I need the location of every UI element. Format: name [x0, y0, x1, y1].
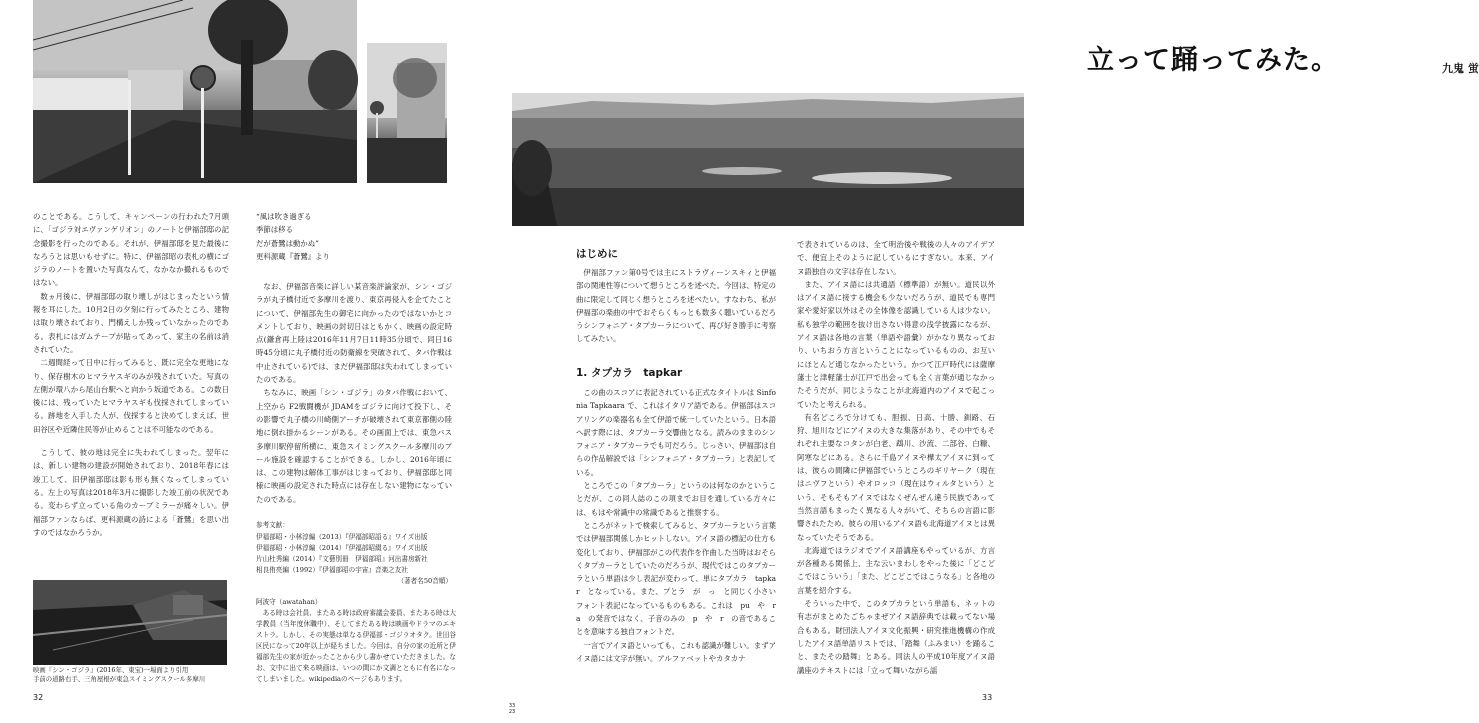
page-number-right: 33: [982, 693, 993, 702]
references: [256, 520, 452, 590]
paragraph: ところでこの「タプカーラ」というのは何なのかということだが、この同人誌のこの項までお目を通している方々には、もはや常識中の常識であると推察する。: [576, 481, 776, 517]
right-intro-text: [576, 266, 776, 361]
paragraph: 北海道ではラジオでアイヌ語講座もやっているが、方言が各種ある関係上、主な云いまわしをやった後に「どこどこではこういう」「また、どこどこではこうなる」と各地の言葉を紹介する。: [797, 545, 995, 595]
paragraph: 数ヵ月後に、伊福部邸の取り壊しがはじまったという情報を耳にした。10月2日の夕刻に行ってみたところ、建物は取り壊されており、門構えしか残っていなかったのである。表札にはガムテープが貼ってあって、家主の名前は消されていた。: [33, 291, 229, 354]
paragraph: 一言でアイヌ語といっても、これも認識が難しい。まずアイヌ語には文字が無い。アルファベットやカタカナ: [576, 640, 776, 663]
photo-street-corner: [33, 0, 357, 183]
paragraph: のことである。こうして、キャンペーンの行われた7月頭に、「ゴジラ対エヴァンゲリオン」のノートと伊福部邸の記念撮影を行ったのである。それが、伊福部邸を見た最後になろうとは思いもせずに。特に、伊福部昭の表札の横にゴジラのノートを置いた写真なんて、なかなか撮れるものではない。: [33, 212, 229, 288]
page-number-left: 32: [33, 693, 44, 702]
poem-line: “風は吹き過ぎる: [256, 212, 312, 221]
poem-source: 更科源蔵『蒼鷺』より: [256, 251, 330, 261]
right-body-column-2: [797, 238, 995, 698]
reference-item: 片山杜秀編（2014）『文藝別冊 伊福部昭』河出書房新社: [256, 555, 428, 563]
poem-quote: [256, 210, 452, 263]
photo-landscape-panorama: [512, 93, 1024, 226]
caption-line: 手前の道路右手、三角屋根が東急スイミングスクール多摩川: [33, 675, 206, 683]
paragraph: なお、伊福部音楽に詳しい某音楽評論家が、シン・ゴジラが丸子橋付近で多摩川を渡り、東京再侵入を企てたことについて、伊福部先生の御宅に向かったのではないかとコメントしており、映画の封切日はともかく、映画の設定時点(鎌倉再上陸は2016年11月7日11時35分頃で、同日16時45分頃に丸子橋付近の防衛線を突破されて、タバ作戦は中止されている)では、まだ伊福部邸は失われてしまっていたのである。: [256, 282, 452, 385]
bio-name: 阿波守（awatahan）: [256, 598, 322, 606]
bio-text: ある時は会社員、またある時は政府審議会委員、またある時は大学教員（当年度休職中）、そしてまたある時は映画やドラマのエキストラ。しかし、その実態は単なる伊福部・ゴジラオタク。世田谷区民になって20年以上が経ちました。今回は、自分の家の近所と伊福部先生の家が近かったことから少し書かせていただきました。なお、文中に出て来る映画は、いつの間にか文調とともに有名になってしまいました。wikipediaのページもあります。: [256, 609, 456, 683]
photo-movie-still: [33, 580, 227, 665]
paragraph: この曲のスコアに表記されている正式なタイトルは Sinfonia Tapkaara で、これはイタリア語である。伊福部はスコアリングの楽器名も全て伊語で統一していたという。日本語へ訳す際には、タプカーラ交響曲となる。読みのままのシンフォニア・タプカーラでも可だろう。じっさい、伊福部は自らの作品解説では「シンフォニア・タプカーラ」と表記している。: [576, 388, 776, 477]
section-heading-intro: はじめに: [576, 248, 618, 260]
left-page: [0, 0, 512, 723]
reference-item: 伊福部昭・小林淳編（2014）『伊福部昭綴る』ワイズ出版: [256, 544, 428, 552]
paragraph: そういった中で、このタプカラという単語も、ネットの有志がまとめたごちゃまぜアイヌ語辞典では載ってない場合もある。財団法人アイヌ文化振興・研究推進機構の作成したアイヌ語単語リストでは、「踏舞（ふみまい）を踊ること、またその踏舞」とある。同法人の平成10年度アイヌ語講座のテキストには「立って舞いながら謡: [797, 599, 995, 675]
paragraph: で表されているのは、全て明治後や戦後の人々のアイデアで、便宜上そのように記しているにすぎない。本来、アイヌ語独自の文字は存在しない。: [797, 240, 995, 276]
references-note: （著者名50音順）: [397, 577, 452, 585]
poem-line: だが蒼鷺は動かぬ”: [256, 238, 319, 248]
photo-curve-mirror: [367, 43, 447, 183]
paragraph: 伊福部ファン第0号では主にストラヴィーンスキィと伊福部の関連性等について想うところを述べた。今回は、特定の曲に限定して同じく想うところを述べたい。すなわち、私が伊福部の楽曲の中でおそらくもっとも数多く聴いているだろうシンフォニア・タプカーラについて、再び好き勝手に考察してみたい。: [576, 268, 776, 344]
left-body-column-1: [33, 210, 229, 570]
poem-line: 季節は移る: [256, 225, 293, 235]
section-heading-tapkar: 1. タプカラ tapkar: [576, 367, 683, 379]
article-author: 九鬼 蛍: [1442, 62, 1479, 75]
reference-item: 相良侑亮編（1992）『伊福部昭の宇宙』音楽之友社: [256, 566, 408, 574]
paragraph: 有名どころで分けても、胆振、日高、十勝、釧路、石狩、旭川などにアイヌの大きな集落があり、その中でもそれぞれ主要なコタンが白老、鵡川、沙流、二部谷、白糠、阿寒などにある。さらに千島アイヌや樺太アイヌに到っては、彼らの間隣に伊福部でいうところのギリヤーク（現在はニヴフという）やオロッコ（現在はウィルタという）という、そもそもアイヌではなくぜんぜん違う民族であって当然言語もまったく異なる人々がいて、そちらの言語に影響されたため、彼らの用いるアイヌ語も北海道アイヌとは異なっていたそうである。: [797, 412, 995, 542]
paragraph: ところがネットで検索してみると、タプカーラという言葉では伊福部関係しかヒットしない。アイヌ語の標記の仕方も変化しており、伊福部がこの代表作を作曲した当時はおそらくタプカーラとしていたのだろうが、現代ではこのタプカーラという単語は少し表記が変わって、単にタプカラ tapkar となっている。また、プとラ が っ と同じく小さいフォント表記になっているものもある。これは pu や ra の発音ではなく、子音のみの p や r の音であることを意味する独自フォントだ。: [576, 520, 776, 637]
photo-caption: [33, 666, 233, 684]
paragraph: また、アイヌ語には共通語（標準語）が無い。道民以外はアイヌ語に接する機会も少ないだろうが、道民でも専門家や愛好家以外はその全体像を認識している人は少ない。私も独学の範囲を抜け出さない得意の浅学披露になるが、アイヌ語は各地の言葉（単語や語彙）がかなり異なっており、いちおう方言ということになっているものの、お互いにほとんど通じなかったという。かつて江戸時代には薩摩藩士と津軽藩士が江戸で出会っても全く言葉が通じなかったそうだが、同じようなことが北海道内のアイヌで起こっていたと考えられる。: [797, 279, 995, 409]
paragraph: 二週間経って日中に行ってみると、既に完全な更地になり、保存樹木のヒマラヤスギのみが残されていた。写真の左側が環八から尾山台駅へと向かう坂道である。この数日後には、残っていたヒマラヤスギも伐採されてしまっている。跡地を入手した人が、伐採すると決めてしまえば、世田谷区や近隣住民等が止めることは不可能なのである。: [33, 358, 229, 434]
left-body-column-2: [256, 280, 452, 512]
center-page-marker: 33 23: [508, 703, 516, 715]
paragraph: こうして、彼の地は完全に失われてしまった。翌年には、新しい建物の建設が開始されており、2018年春には竣工して、旧伊福部邸は影も形も無くなってしまっている。左上の写真は2018年3月に撮影した竣工前の状況である。変わらず立っている角のカーブミラーが痛々しい。伊福部ファンならば、更科源蔵の詩による「蒼鷺」を思い出すのではなかろうか。: [33, 448, 229, 537]
references-heading: 参考文献：: [256, 521, 289, 529]
article-title: 立って踊ってみた。: [1087, 45, 1339, 76]
caption-line: 映画『シン・ゴジラ』(2016年、東宝)一場面より引用: [33, 666, 189, 674]
reference-item: 伊福部昭・小林淳編（2013）『伊福部昭語る』ワイズ出版: [256, 533, 428, 541]
author-bio: [256, 597, 456, 683]
paragraph: ちなみに、映画「シン・ゴジラ」のタバ作戦において、上空から F2戦闘機が JDAMをゴジラに向けて投下し、その影響で丸子橋の川崎側アーチが破壊されて東京都側の陸地に倒れ掛かるシーンがある。その画面上では、東急バス多摩川駅停留所横に、東急スイミングスクール多摩川のプール施設を確認することができる。しかし、2016年頃には、この建物は解体工事がはじまっており、伊福部邸と同様に映画の設定された時点には存在しない建物になっていたのである。: [256, 388, 452, 504]
right-body-column-1: [576, 386, 776, 696]
